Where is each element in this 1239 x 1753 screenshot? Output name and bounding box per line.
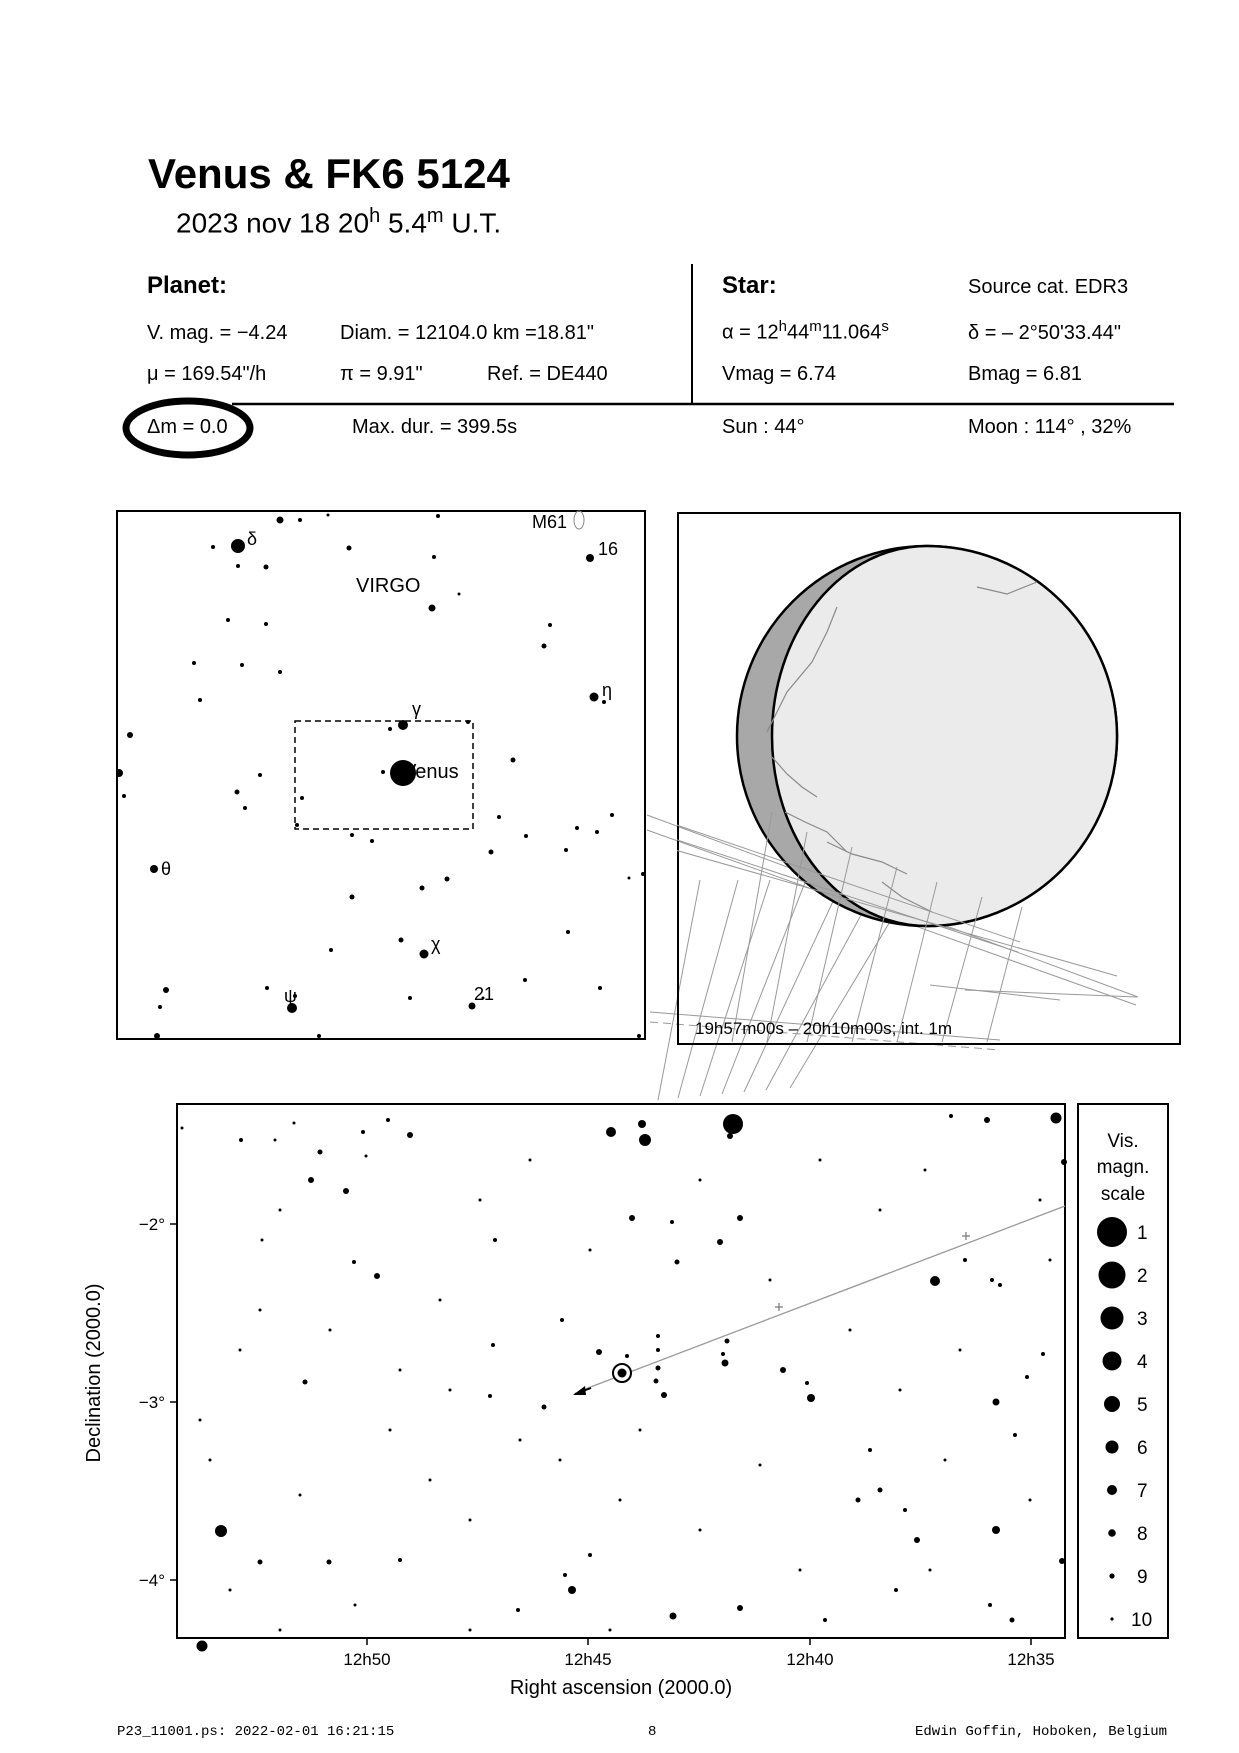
planet-vmag: V. mag. = −4.24	[147, 322, 288, 344]
dec-tick-2: −2°	[138, 1215, 165, 1234]
target-star	[618, 1369, 627, 1378]
planet-ephemeris-ref: Ref. = DE440	[487, 363, 608, 385]
eta-label: η	[602, 680, 613, 700]
legend-item-6: 6	[1137, 1438, 1148, 1459]
chi-label: χ	[431, 934, 441, 954]
constellation-label: VIRGO	[356, 575, 421, 597]
sun-elongation: Sun : 44°	[722, 416, 805, 438]
gamma-label: γ	[412, 699, 421, 719]
star-bmag: Bmag = 6.81	[968, 363, 1082, 385]
footer-page-number: 8	[648, 1724, 657, 1740]
star-source-catalog: Source cat. EDR3	[968, 276, 1129, 298]
globe-time-interval: 19h57m00s – 20h10m00s; int. 1m	[695, 1019, 953, 1038]
max-duration: Max. dur. = 399.5s	[352, 416, 518, 438]
planet-parallax: π = 9.91"	[340, 363, 423, 385]
moon-elongation: Moon : 114° , 32%	[968, 416, 1132, 438]
ra-tick-1235: 12h35	[1007, 1650, 1055, 1669]
earth-illuminated-region	[772, 546, 1117, 926]
star-16-label: 16	[598, 539, 619, 559]
delta-magnitude: Δm = 0.0	[147, 416, 228, 438]
legend-item-2: 2	[1137, 1266, 1148, 1287]
legend-item-4: 4	[1137, 1352, 1148, 1373]
planet-diameter: Diam. = 12104.0 km =18.81"	[340, 322, 594, 344]
event-datetime: 2023 nov 18 20$^h$ 5.4$^m$ U.T.	[176, 205, 502, 239]
legend-title-1: Vis.	[1107, 1131, 1139, 1152]
globe-panel	[677, 512, 1182, 1047]
y-axis-label: Declination (2000.0)	[83, 1283, 105, 1463]
legend-item-1: 1	[1137, 1223, 1148, 1244]
planet-heading: Planet:	[147, 272, 228, 299]
footer-author: Edwin Goffin, Hoboken, Belgium	[915, 1724, 1168, 1740]
star-21-label: 21	[474, 984, 495, 1004]
legend-title-3: scale	[1100, 1184, 1146, 1205]
legend-item-3: 3	[1137, 1309, 1148, 1330]
legend-item-9: 9	[1137, 1567, 1148, 1588]
footer-file: P23_11001.ps: 2022-02-01 16:21:15	[117, 1724, 395, 1740]
x-axis-label: Right ascension (2000.0)	[509, 1677, 733, 1699]
dec-tick-3: −3°	[138, 1393, 165, 1412]
psi-label: ψ	[284, 986, 297, 1006]
theta-label: θ	[161, 859, 172, 879]
legend-item-7: 7	[1137, 1481, 1148, 1502]
legend-item-5: 5	[1137, 1395, 1148, 1416]
star-right-ascension: $\alpha = 12^h44^m11.064^s$	[722, 318, 889, 344]
ra-tick-1250: 12h50	[343, 1650, 391, 1669]
detail-chart	[0, 1100, 1239, 1710]
page-title: Venus & FK6 5124	[148, 150, 510, 197]
delta-label: δ	[247, 529, 258, 549]
planet-motion: μ = 169.54"/h	[147, 363, 267, 385]
m61-label: M61	[532, 512, 568, 532]
dec-tick-4: −4°	[138, 1571, 165, 1590]
legend-item-10: 10	[1131, 1610, 1153, 1631]
ra-tick-1240: 12h40	[786, 1650, 834, 1669]
star-heading: Star:	[722, 272, 777, 299]
star-declination: δ = – 2°50'33.44"	[968, 322, 1121, 344]
legend-title-2: magn.	[1096, 1157, 1150, 1178]
legend-item-8: 8	[1137, 1524, 1148, 1545]
venus-label: Venus	[403, 761, 459, 783]
ra-tick-1245: 12h45	[564, 1650, 612, 1669]
star-vmag: Vmag = 6.74	[722, 363, 836, 385]
